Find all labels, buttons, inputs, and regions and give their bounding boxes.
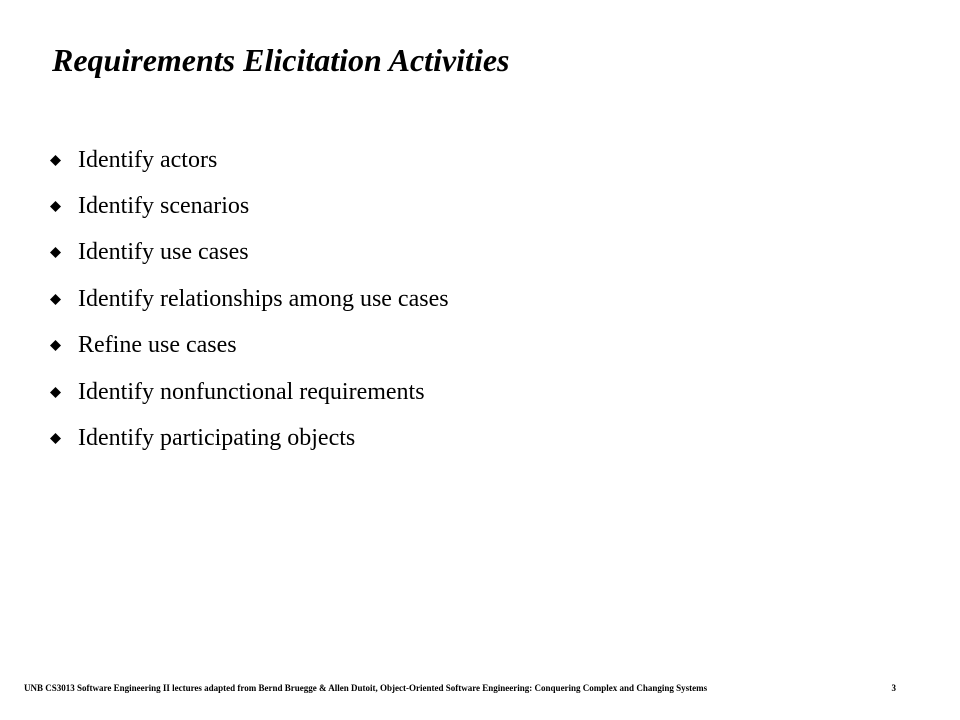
list-item: [50, 415, 449, 461]
bullet-list: [50, 137, 449, 462]
diamond-bullet-icon: [50, 155, 61, 166]
bullet-text: Identify use cases: [78, 239, 249, 266]
bullet-text: Identify scenarios: [78, 193, 250, 220]
list-item: [50, 323, 449, 369]
list-item: [50, 230, 449, 276]
page-number: 3: [891, 683, 896, 693]
footer-credit: UNB CS3013 Software Engineering II lectures adapted from Bernd Bruegge & Allen Dutoit, Object-Oriented Software Engineering: Conquering Complex and Changing Systems: [24, 683, 708, 693]
diamond-bullet-icon: [50, 294, 61, 305]
list-item: [50, 276, 449, 322]
bullet-text: Identify actors: [78, 146, 218, 173]
list-item: [50, 137, 449, 183]
diamond-bullet-icon: [50, 247, 61, 258]
bullet-text: Identify relationships among use cases: [78, 285, 449, 312]
bullet-text: Identify participating objects: [78, 425, 356, 452]
list-item: [50, 183, 449, 229]
diamond-bullet-icon: [50, 387, 61, 398]
diamond-bullet-icon: [50, 433, 61, 444]
footer: [24, 680, 896, 696]
bullet-text: Refine use cases: [78, 332, 237, 359]
list-item: [50, 369, 449, 415]
bullet-text: Identify nonfunctional requirements: [78, 378, 425, 405]
slide-title: Requirements Elicitation Activities: [52, 42, 510, 78]
diamond-bullet-icon: [50, 201, 61, 212]
diamond-bullet-icon: [50, 340, 61, 351]
